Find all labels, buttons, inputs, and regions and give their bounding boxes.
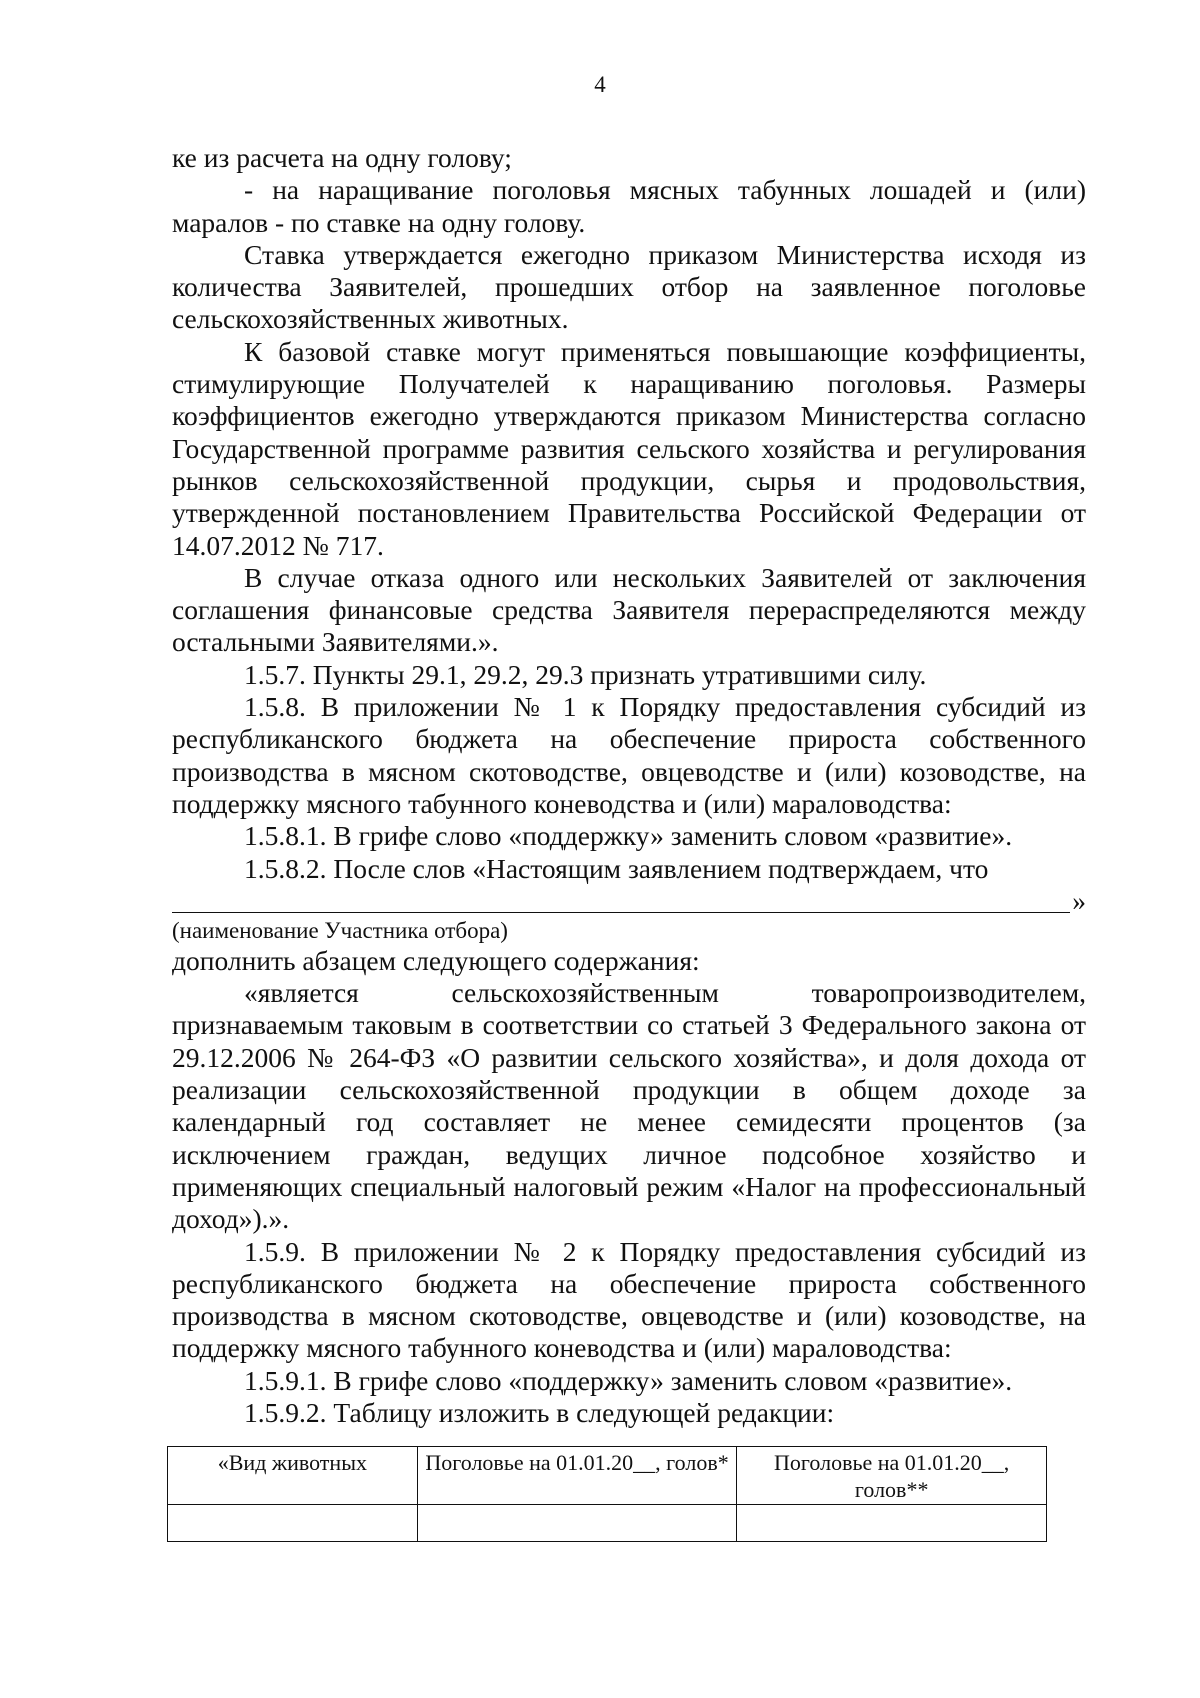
blank-rule — [172, 912, 1070, 913]
table-cell — [737, 1505, 1047, 1542]
paragraph: В случае отказа одного или нескольких Заявителей от заключения соглашения финансовые средства Заявителя перераспределяются между остальными Заявителями.». — [172, 561, 1086, 658]
paragraph: Ставка утверждается ежегодно приказом Министерства исходя из количества Заявителей, прошедших отбор на заявленное поголовье сельскохозяйственных животных. — [172, 238, 1086, 335]
paragraph: дополнить абзацем следующего содержания: — [172, 944, 700, 976]
paragraph: «является сельскохозяйственным товаропроизводителем, признаваемым таковым в соответствии со статьей 3 Федерального закона от 29.12.2006 № 264-ФЗ «О развитии сельского хозяйства», и доля дохода от реализации сельскохозяйственной продукции в общем доходе за календарный год составляет не менее семидесяти процентов (за исключением граждан, ведущих личное подсобное хозяйство и применяющих специальный налоговый режим «Налог на профессиональный доход»).». — [172, 977, 1086, 1235]
paragraph: К базовой ставке могут применяться повышающие коэффициенты, стимулирующие Получателей к наращиванию поголовья. Размеры коэффициентов ежегодно утверждаются приказом Министерства согласно Государственной программе развития сельского хозяйства и регулирования рынков сельскохозяйственной продукции, сырья и продовольствия, утвержденной постановлением Правительства Российской Федерации от 14.07.2012 № 717. — [172, 335, 1086, 561]
table-header-row — [168, 1447, 1047, 1505]
table-row — [168, 1505, 1047, 1542]
table-cell — [417, 1505, 737, 1542]
signature-blank-line — [172, 885, 1086, 917]
paragraph: 1.5.8.2. После слов «Настоящим заявлением подтверждаем, что — [244, 852, 989, 884]
document-body — [172, 142, 1086, 1429]
closing-quote: » — [1072, 884, 1086, 916]
table-cell — [168, 1505, 418, 1542]
paragraph: ке из расчета на одну голову; — [172, 142, 512, 173]
table-header-cell: Поголовье на 01.01.20__, голов** — [737, 1447, 1047, 1505]
paragraph: 1.5.9.2. Таблицу изложить в следующей редакции: — [244, 1396, 835, 1428]
paragraph: 1.5.7. Пункты 29.1, 29.2, 29.3 признать утратившими силу. — [244, 658, 927, 690]
paragraph: 1.5.9.1. В грифе слово «поддержку» заменить словом «развитие». — [244, 1364, 1013, 1396]
paragraph: - на наращивание поголовья мясных табунных лошадей и (или) маралов - по ставке на одну голову. — [172, 174, 1086, 238]
paragraph: 1.5.8. В приложении № 1 к Порядку предоставления субсидий из республиканского бюджета на обеспечение прироста собственного производства в мясном скотоводстве, овцеводстве и (или) козоводстве, на поддержку мясного табунного коневодства и (или) мараловодства: — [172, 691, 1086, 819]
table-header-cell: «Вид животных — [168, 1447, 418, 1505]
blank-caption: (наименование Участника отбора) — [172, 917, 508, 943]
paragraph: 1.5.8.1. В грифе слово «поддержку» заменить словом «развитие». — [244, 820, 1013, 852]
paragraph: 1.5.9. В приложении № 2 к Порядку предоставления субсидий из республиканского бюджета на обеспечение прироста собственного производства в мясном скотоводстве, овцеводстве и (или) козоводстве, на поддержку мясного табунного коневодства и (или) мараловодства: — [172, 1235, 1086, 1364]
livestock-table — [167, 1446, 1047, 1542]
table-header-cell: Поголовье на 01.01.20__, голов* — [417, 1447, 737, 1505]
page-number: 4 — [594, 72, 606, 97]
